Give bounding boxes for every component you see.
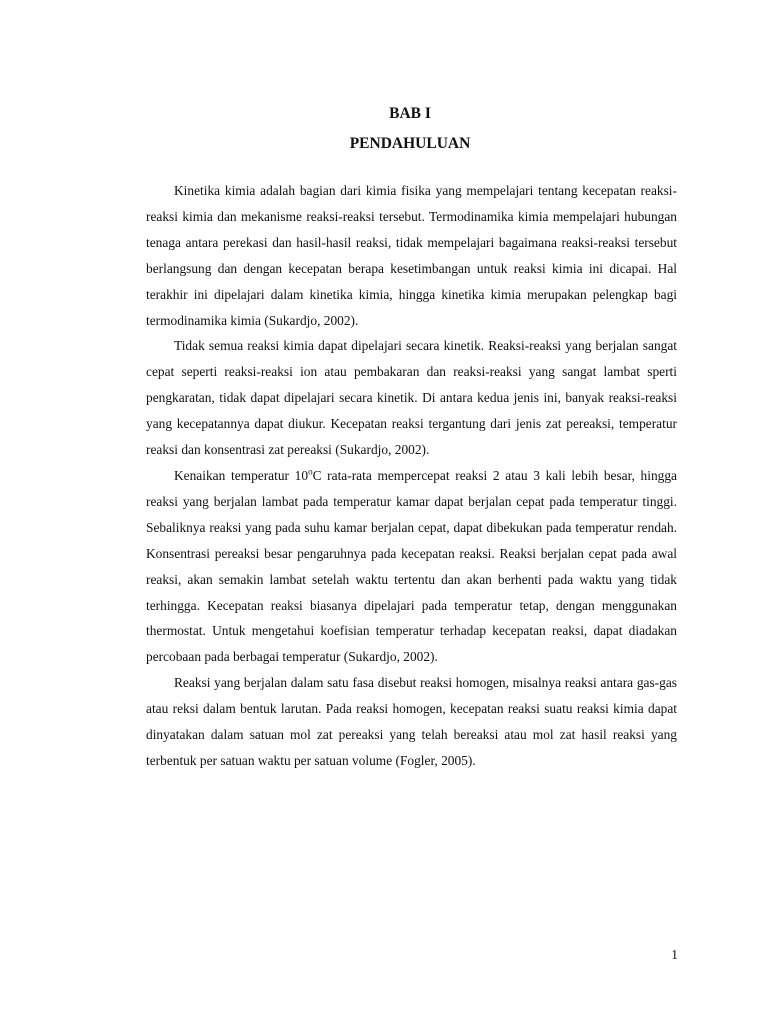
degree-superscript: o: [308, 466, 313, 477]
paragraph-3: [146, 463, 677, 670]
chapter-number: BAB I: [389, 105, 431, 122]
body-text: [146, 178, 677, 774]
chapter-title: PENDAHULUAN: [349, 135, 471, 152]
paragraph-3-rest: C rata-rata mempercepat reaksi 2 atau 3 kali lebih besar, hingga reaksi yang berjalan lambat pada temperatur kamar dapat berjalan cepat pada temperatur tinggi. Sebaliknya reaksi yang pada suhu kamar berjalan cepat, dapat dibekukan pada temperatur rendah. Konsentrasi pereaksi besar pengaruhnya pada kecepatan reaksi. Reaksi berjalan cepat pada awal reaksi, akan semakin lambat setelah waktu tertentu dan akan berhenti pada waktu yang tidak terhingga. Kecepatan reaksi biasanya dipelajari pada temperatur tetap, dengan menggunakan thermostat. Untuk mengetahui koefisian temperatur terhadap kecepatan reaksi, dapat diadakan percobaan pada berbagai temperatur (Sukardjo, 2002).: [146, 467, 678, 665]
page-number: 1: [671, 947, 678, 962]
paragraph-3-start: Kenaikan temperatur 10: [174, 467, 309, 483]
paragraph-2: Tidak semua reaksi kimia dapat dipelajari secara kinetik. Reaksi-reaksi yang berjalan sangat cepat seperti reaksi-reaksi ion atau pembakaran dan reaksi-reaksi yang sangat lambat sperti pengkaratan, tidak dapat dipelajari secara kinetik. Di antara kedua jenis ini, banyak reaksi-reaksi yang kecepatannya dapat diukur. Kecepatan reaksi tergantung dari jenis zat pereaksi, temperatur reaksi dan konsentrasi zat pereaksi (Sukardjo, 2002).: [146, 338, 677, 458]
paragraph-4: Reaksi yang berjalan dalam satu fasa disebut reaksi homogen, misalnya reaksi antara gas-gas atau reksi dalam bentuk larutan. Pada reaksi homogen, kecepatan reaksi suatu reaksi kimia dapat dinyatakan dalam satuan mol zat pereaksi yang telah bereaksi atau mol zat hasil reaksi yang terbentuk per satuan waktu per satuan volume (Fogler, 2005).: [146, 675, 677, 768]
paragraph-1: Kinetika kimia adalah bagian dari kimia fisika yang mempelajari tentang kecepatan reaksi-reaksi kimia dan mekanisme reaksi-reaksi tersebut. Termodinamika kimia mempelajari hubungan tenaga antara perekasi dan hasil-hasil reaksi, tidak mempelajari bagaimana reaksi-reaksi tersebut berlangsung dan dengan kecepatan berapa kesetimbangan untuk reaksi kimia ini dicapai. Hal terakhir ini dipelajari dalam kinetika kimia, hingga kinetika kimia merupakan pelengkap bagi termodinamika kimia (Sukardjo, 2002).: [146, 183, 677, 328]
